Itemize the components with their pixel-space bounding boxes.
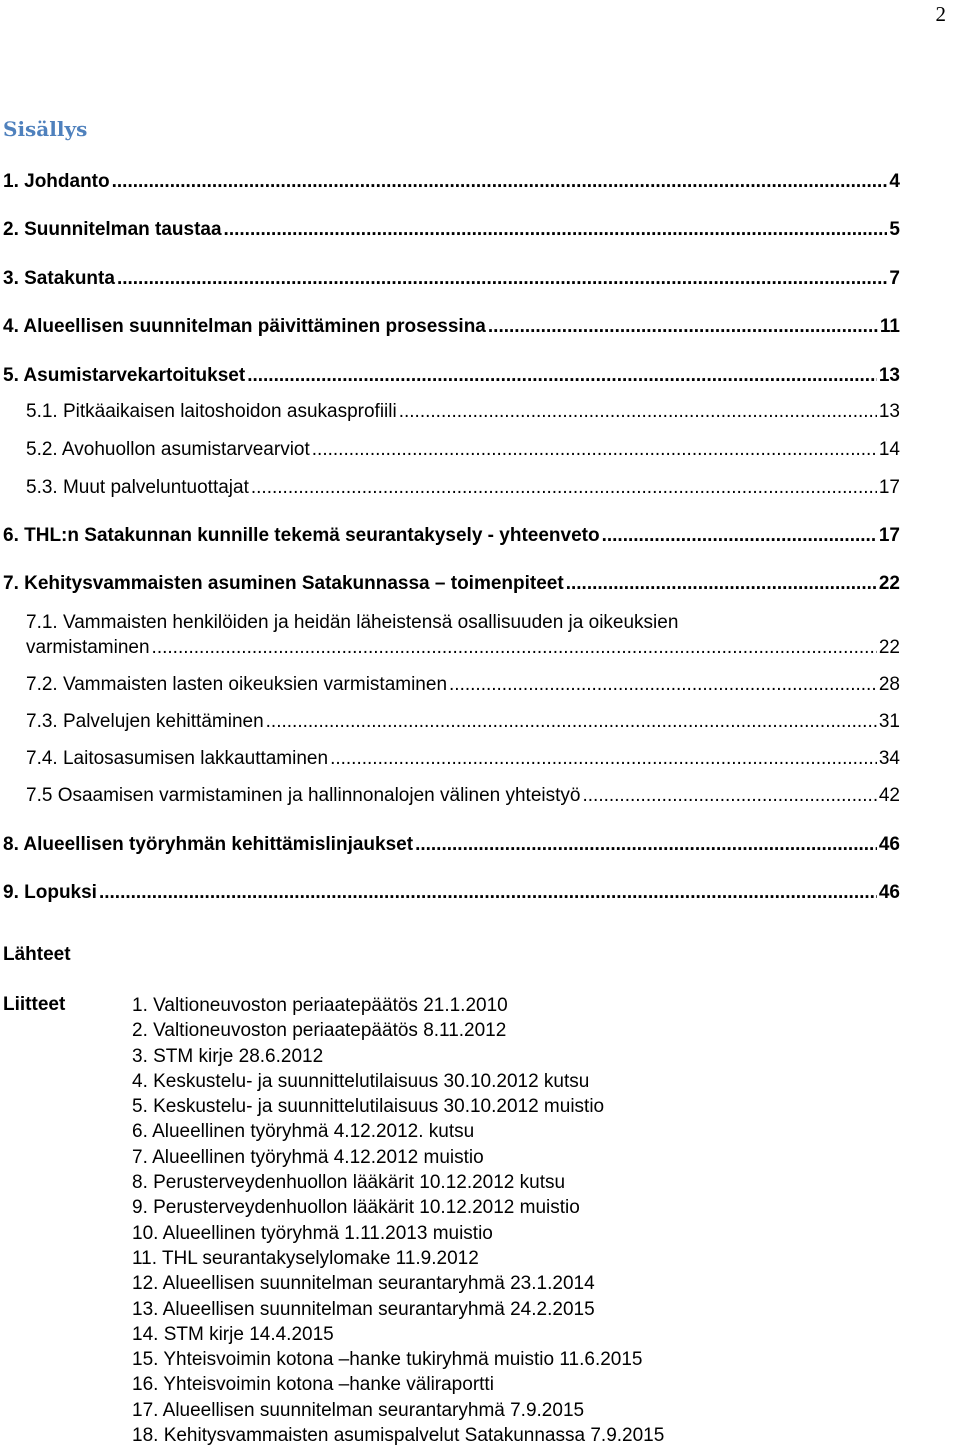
toc-dot-leader (415, 833, 877, 857)
toc-entry-4[interactable] (3, 315, 900, 339)
list-item: 15. Yhteisvoimin kotona –hanke tukiryhmä muistio 11.6.2015 (132, 1349, 643, 1371)
toc-entry-7-4[interactable] (26, 747, 900, 771)
list-item: 4. Keskustelu- ja suunnittelutilaisuus 30.10.2012 kutsu (132, 1070, 590, 1092)
toc-dot-leader (224, 218, 888, 242)
list-item: 12. Alueellisen suunnitelman seurantaryhmä 23.1.2014 (132, 1273, 595, 1295)
toc-entry-label: 7.5 Osaamisen varmistaminen ja hallinnonalojen välinen yhteistyö (26, 785, 581, 806)
toc-entry-label: 5.3. Muut palveluntuottajat (26, 477, 249, 498)
toc-entry-page: 31 (878, 711, 900, 732)
list-item: 6. Alueellinen työryhmä 4.12.2012. kutsu (132, 1121, 475, 1143)
attachments-list (132, 993, 664, 1448)
list-item: 9. Perusterveydenhuollon lääkärit 10.12.2012 muistio (132, 1197, 580, 1219)
toc-entry-label: 5.2. Avohuollon asumistarvearviot (26, 439, 310, 460)
toc-entry-label: 5. Asumistarvekartoitukset (3, 365, 246, 386)
toc-entry-7-3[interactable] (26, 710, 900, 734)
list-item: 16. Yhteisvoimin kotona –hanke väliraportti (132, 1374, 494, 1396)
toc-entry-1[interactable] (3, 170, 900, 194)
toc-entry-label: 7.3. Palvelujen kehittäminen (26, 711, 264, 732)
toc-dot-leader (330, 747, 877, 771)
toc-entry-7[interactable] (3, 572, 900, 596)
lahteet-heading: Lähteet (3, 944, 71, 965)
list-item: 8. Perusterveydenhuollon lääkärit 10.12.2012 kutsu (132, 1172, 566, 1194)
toc-entry-page: 22 (878, 637, 900, 658)
toc-entry-label: 7. Kehitysvammaisten asuminen Satakunnassa – toimenpiteet (3, 573, 564, 594)
toc-entry-page: 42 (878, 785, 900, 806)
toc-entry-label: 7.4. Laitosasumisen lakkauttaminen (26, 748, 329, 769)
toc-entry-7-1-line1[interactable]: 7.1. Vammaisten henkilöiden ja heidän läheistensä osallisuuden ja oikeuksien (26, 612, 679, 633)
page-number: 2 (935, 2, 946, 26)
toc-entry-label: 4. Alueellisen suunnitelman päivittäminen prosessina (3, 316, 486, 337)
toc-title: Sisällys (3, 117, 88, 141)
toc-entry-page: 5 (889, 219, 900, 240)
toc-entry-page: 14 (878, 439, 900, 460)
list-item: 13. Alueellisen suunnitelman seurantaryhmä 24.2.2015 (132, 1298, 595, 1320)
toc-entry-label: varmistaminen (26, 637, 150, 658)
toc-entry-page: 28 (878, 674, 900, 695)
toc-dot-leader (582, 784, 876, 808)
toc-entry-page: 13 (878, 401, 900, 422)
toc-entry-6[interactable] (3, 524, 900, 548)
toc-entry-label: 2. Suunnitelman taustaa (3, 219, 222, 240)
toc-entry-page: 7 (889, 268, 900, 289)
toc-entry-8[interactable] (3, 833, 900, 857)
toc-dot-leader (399, 400, 877, 424)
toc-entry-7-1[interactable] (26, 636, 900, 660)
list-item: 14. STM kirje 14.4.2015 (132, 1323, 334, 1345)
toc-entry-page: 46 (878, 882, 900, 903)
liitteet-heading: Liitteet (3, 994, 66, 1015)
toc-entry-3[interactable] (3, 267, 900, 291)
toc-dot-leader (312, 438, 877, 462)
toc-entry-7-5[interactable] (26, 784, 900, 808)
toc-entry-5[interactable] (3, 364, 900, 388)
toc-dot-leader (566, 572, 877, 596)
list-item: 3. STM kirje 28.6.2012 (132, 1045, 324, 1067)
toc-entry-label: 7.2. Vammaisten lasten oikeuksien varmistaminen (26, 674, 448, 695)
toc-entry-page: 13 (878, 365, 900, 386)
list-item: 11. THL seurantakyselylomake 11.9.2012 (132, 1247, 479, 1269)
toc-dot-leader (99, 881, 877, 905)
toc-dot-leader (251, 476, 877, 500)
toc-entry-5-1[interactable] (26, 400, 900, 424)
toc-entry-9[interactable] (3, 881, 900, 905)
toc-entry-label: 8. Alueellisen työryhmän kehittämislinjaukset (3, 834, 414, 855)
toc-entry-7-2[interactable] (26, 673, 900, 697)
toc-entry-label: 6. THL:n Satakunnan kunnille tekemä seurantakysely - yhteenveto (3, 525, 600, 546)
toc-dot-leader (266, 710, 877, 734)
toc-entry-page: 11 (879, 316, 900, 337)
toc-dot-leader (488, 315, 878, 339)
toc-entry-page: 46 (878, 834, 900, 855)
list-item: 10. Alueellinen työryhmä 1.11.2013 muistio (132, 1222, 493, 1244)
toc-entry-label: 5.1. Pitkäaikaisen laitoshoidon asukasprofiili (26, 401, 397, 422)
toc-entry-label: 1. Johdanto (3, 171, 110, 192)
list-item: 1. Valtioneuvoston periaatepäätös 21.1.2010 (132, 995, 508, 1016)
list-item: 17. Alueellisen suunnitelman seurantaryhmä 7.9.2015 (132, 1399, 585, 1421)
list-item: 7. Alueellinen työryhmä 4.12.2012 muistio (132, 1146, 484, 1168)
toc-entry-page: 34 (878, 748, 900, 769)
toc-entry-page: 17 (878, 477, 900, 498)
toc-dot-leader (112, 170, 888, 194)
toc-entry-2[interactable] (3, 218, 900, 242)
toc-entry-page: 22 (878, 573, 900, 594)
toc-dot-leader (602, 524, 877, 548)
toc-entry-label: 9. Lopuksi (3, 882, 97, 903)
toc-entry-label: 3. Satakunta (3, 268, 115, 289)
toc-dot-leader (117, 267, 887, 291)
toc-dot-leader (449, 673, 877, 697)
toc-dot-leader (152, 636, 877, 660)
toc-entry-page: 17 (878, 525, 900, 546)
toc-entry-5-3[interactable] (26, 476, 900, 500)
toc-entry-page: 4 (889, 171, 900, 192)
toc-entry-5-2[interactable] (26, 438, 900, 462)
toc-dot-leader (247, 364, 877, 388)
list-item: 5. Keskustelu- ja suunnittelutilaisuus 30.10.2012 muistio (132, 1096, 605, 1118)
list-item: 2. Valtioneuvoston periaatepäätös 8.11.2012 (132, 1020, 507, 1042)
list-item: 18. Kehitysvammaisten asumispalvelut Satakunnassa 7.9.2015 (132, 1425, 665, 1447)
